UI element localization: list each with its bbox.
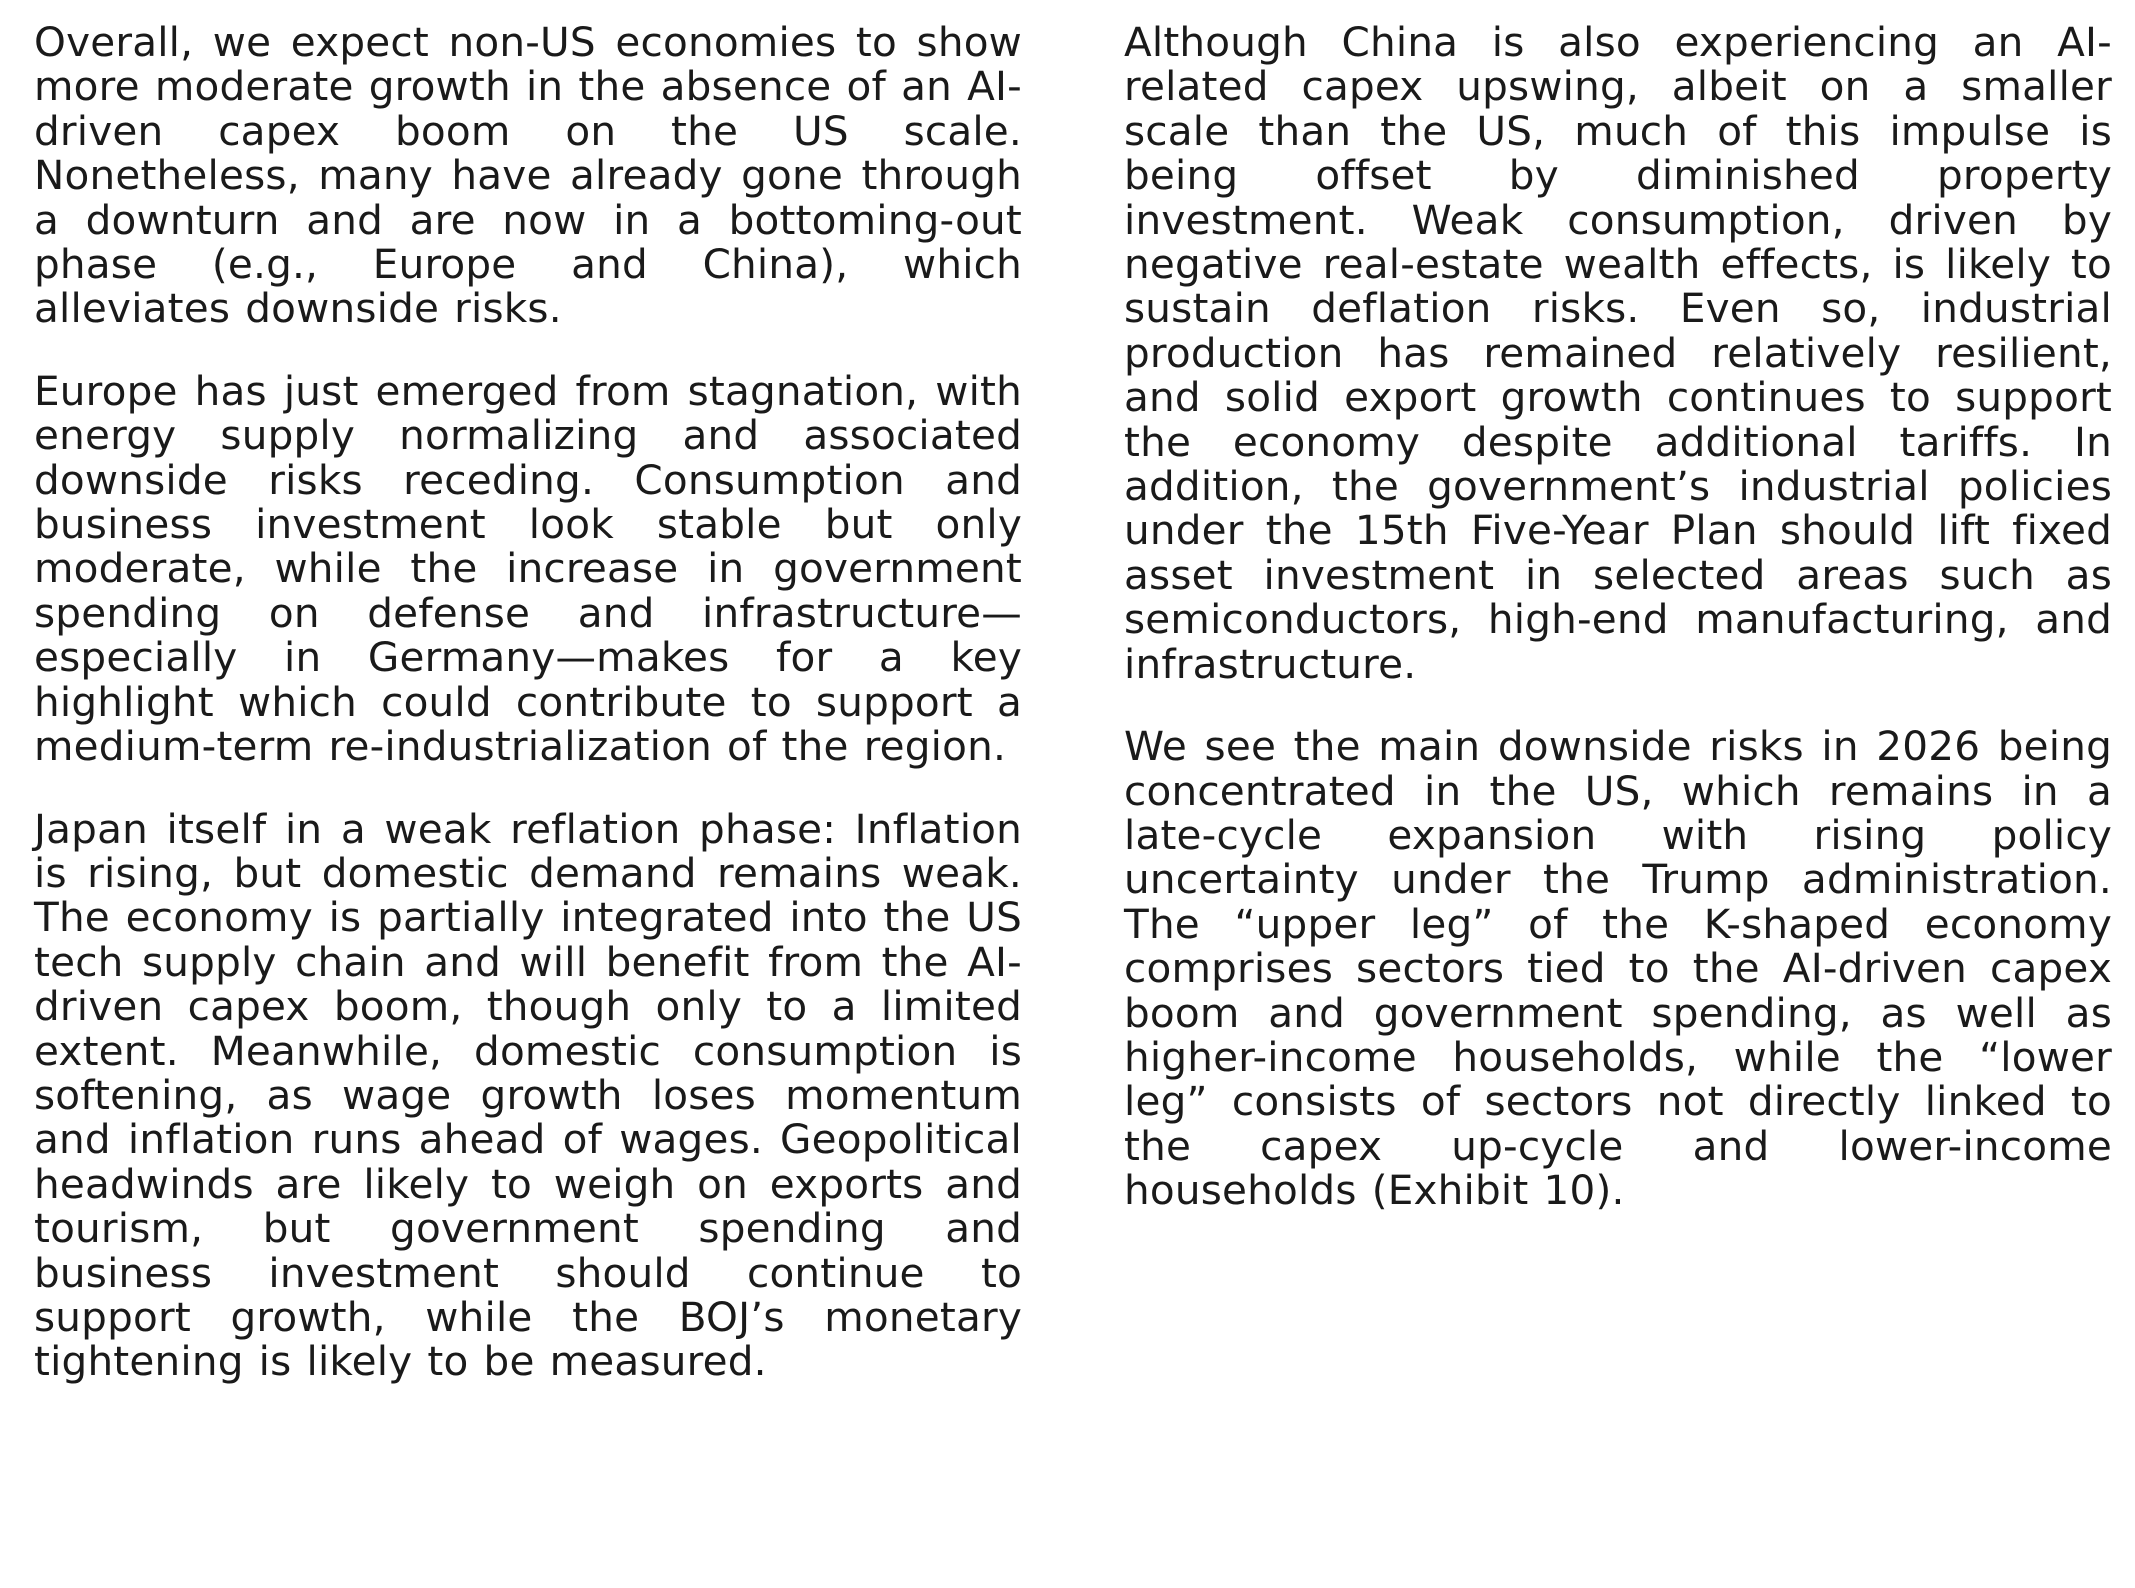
paragraph-china: Although China is also experiencing an AI-related capex upswing, albeit on a smaller scale than the US, much of this impulse is being offset by diminished property investment. Weak consumption, driven by negative real-estate wealth effects, is likely to sustain deflation risks. Even so, industrial production has remained relatively resilient, and solid export growth continues to support the economy despite additional tariffs. In addition, the government’s industrial policies under the 15th Five-Year Plan should lift fixed asset investment in selected areas such as semiconductors, high-end manufacturing, and infrastructure. <box>1124 18 2112 688</box>
paragraph-europe: Europe has just emerged from stagnation, with energy supply normalizing and associated downside risks receding. Consumption and business investment look stable but only moderate, while the increase in government spending on defense and infrastructure—especially in Germany—makes for a key highlight which could contribute to support a medium-term re-industrialization of the region. <box>34 366 1022 771</box>
left-column <box>34 20 1022 1422</box>
paragraph-overall-outlook: Overall, we expect non-US economies to show more moderate growth in the absence of an AI-driven capex boom on the US scale. Nonetheless, many have already gone through a downturn and are now in a bottoming-out phase (e.g., Europe and China), which alleviates downside risks. <box>34 18 1022 333</box>
right-column <box>1124 20 2112 1251</box>
paragraph-us-risks: We see the main downside risks in 2026 being concentrated in the US, which remains in a late-cycle expansion with rising policy uncertainty under the Trump administration. The “upper leg” of the K-shaped economy comprises sectors tied to the AI-driven capex boom and government spending, as well as higher-income households, while the “lower leg” consists of sectors not directly linked to the capex up-cycle and lower-income households (Exhibit 10). <box>1124 722 2112 1215</box>
paragraph-japan: Japan itself in a weak reflation phase: Inflation is rising, but domestic demand remains weak. The economy is partially integrated into the US tech supply chain and will benefit from the AI-driven capex boom, though only to a limited extent. Meanwhile, domestic consumption is softening, as wage growth loses momentum and inflation runs ahead of wages. Geopolitical headwinds are likely to weigh on exports and tourism, but government spending and business investment should continue to support growth, while the BOJ’s monetary tightening is likely to be measured. <box>34 804 1022 1386</box>
